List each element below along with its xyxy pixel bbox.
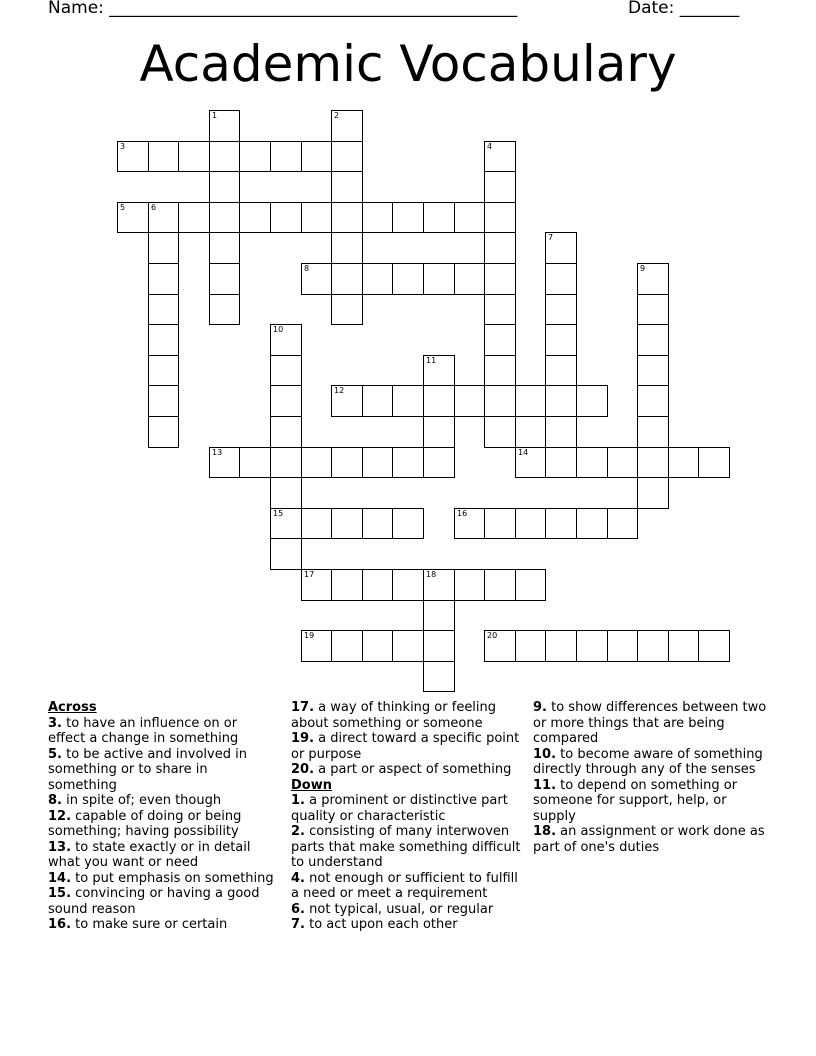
grid-cell[interactable]	[515, 569, 546, 601]
clue-across-5: 5. to be active and involved in something or to share in something	[48, 746, 247, 793]
clue-across-3: 3. to have an influence on or effect a change in something	[48, 715, 239, 746]
grid-cell[interactable]	[301, 630, 332, 662]
grid-cell[interactable]	[362, 630, 393, 662]
clue-across-15: 15. convincing or having a good sound reason	[48, 886, 260, 917]
grid-cell[interactable]	[392, 385, 424, 417]
grid-cell[interactable]	[484, 202, 516, 233]
grid-cell[interactable]	[239, 202, 271, 233]
grid-cell[interactable]	[331, 263, 363, 295]
grid-cell[interactable]	[209, 232, 240, 264]
grid-cell[interactable]	[484, 232, 516, 264]
grid-cell[interactable]	[484, 355, 516, 386]
grid-cell[interactable]	[545, 385, 577, 417]
clue-across-13: 13. to state exactly or in detail what you want or need	[48, 839, 251, 870]
clue-down-10: 10. to become aware of something directly through any of the senses	[533, 746, 763, 777]
clue-number: 9	[640, 264, 646, 273]
grid-cell[interactable]	[484, 416, 516, 448]
grid-cell[interactable]	[209, 263, 240, 295]
grid-cell[interactable]	[484, 630, 516, 662]
grid-cell[interactable]	[545, 294, 577, 325]
grid-cell[interactable]	[515, 508, 546, 539]
grid-cell[interactable]	[545, 508, 577, 539]
grid-cell[interactable]	[423, 630, 455, 662]
down-heading: Down	[291, 777, 332, 793]
grid-cell[interactable]	[301, 508, 332, 539]
clue-number: 17	[304, 570, 315, 579]
grid-cell[interactable]	[148, 385, 179, 417]
grid-cell[interactable]	[423, 600, 455, 631]
clue-across-19: 19. a direct toward a specific point or purpose	[291, 731, 520, 762]
grid-cell[interactable]	[423, 263, 455, 295]
grid-cell[interactable]	[178, 202, 210, 233]
clues-column-3	[533, 700, 771, 855]
grid-cell[interactable]	[454, 569, 485, 601]
clue-across-20: 20. a part or aspect of something	[291, 762, 512, 777]
grid-cell[interactable]	[423, 661, 455, 692]
grid-cell[interactable]	[454, 202, 485, 233]
grid-cell[interactable]	[331, 447, 363, 478]
clue-across-17: 17. a way of thinking or feeling about something or someone	[291, 700, 497, 731]
grid-cell[interactable]	[209, 110, 240, 142]
grid-cell[interactable]	[484, 171, 516, 203]
clue-down-18: 18. an assignment or work done as part of one's duties	[533, 824, 765, 855]
grid-cell[interactable]	[331, 630, 363, 662]
grid-cell[interactable]	[331, 171, 363, 203]
grid-cell[interactable]	[637, 477, 669, 509]
grid-cell[interactable]	[148, 355, 179, 386]
grid-cell[interactable]	[331, 232, 363, 264]
grid-cell[interactable]	[637, 294, 669, 325]
grid-cell[interactable]	[484, 263, 516, 295]
grid-cell[interactable]	[270, 324, 302, 356]
grid-cell[interactable]	[515, 447, 546, 478]
grid-cell[interactable]	[178, 141, 210, 172]
across-heading: Across	[48, 700, 97, 715]
grid-cell[interactable]	[270, 447, 302, 478]
grid-cell[interactable]	[484, 294, 516, 325]
grid-cell[interactable]	[301, 569, 332, 601]
grid-cell[interactable]	[117, 202, 149, 233]
grid-cell[interactable]	[637, 355, 669, 386]
grid-cell[interactable]	[637, 263, 669, 295]
grid-cell[interactable]	[423, 416, 455, 448]
grid-cell[interactable]	[637, 385, 669, 417]
clue-across-16: 16. to make sure or certain	[48, 917, 228, 932]
grid-cell[interactable]	[362, 447, 393, 478]
clue-across-14: 14. to put emphasis on something	[48, 870, 274, 886]
grid-cell[interactable]	[637, 630, 669, 662]
grid-cell[interactable]	[239, 447, 271, 478]
grid-cell[interactable]	[423, 569, 455, 601]
grid-cell[interactable]	[515, 385, 546, 417]
grid-cell[interactable]	[270, 202, 302, 233]
grid-cell[interactable]	[148, 324, 179, 356]
clue-down-2: 2. consisting of many interwoven parts that make something difficult to understand	[291, 824, 521, 870]
grid-cell[interactable]	[239, 141, 271, 172]
clue-number: 11	[426, 356, 437, 365]
grid-cell[interactable]	[270, 477, 302, 509]
grid-cell[interactable]	[270, 508, 302, 539]
grid-cell[interactable]	[545, 447, 577, 478]
grid-cell[interactable]	[148, 294, 179, 325]
clue-number: 19	[304, 631, 315, 640]
grid-cell[interactable]	[148, 263, 179, 295]
name-field-label: Name: ________________________________________________	[48, 0, 518, 18]
grid-cell[interactable]	[392, 447, 424, 478]
grid-cell[interactable]	[484, 508, 516, 539]
clues-column-1	[48, 700, 276, 933]
grid-cell[interactable]	[668, 630, 699, 662]
clue-number: 8	[304, 264, 310, 273]
grid-cell[interactable]	[301, 447, 332, 478]
clue-number: 18	[426, 570, 437, 579]
grid-cell[interactable]	[392, 202, 424, 233]
grid-cell[interactable]	[454, 508, 485, 539]
grid-cell[interactable]	[209, 447, 240, 478]
grid-cell[interactable]	[545, 232, 577, 264]
grid-cell[interactable]	[362, 202, 393, 233]
grid-cell[interactable]	[362, 508, 393, 539]
clue-number: 15	[273, 509, 284, 518]
grid-cell[interactable]	[392, 569, 424, 601]
grid-cell[interactable]	[362, 569, 393, 601]
clue-down-1: 1. a prominent or distinctive part quality or characteristic	[291, 793, 508, 824]
clue-down-6: 6. not typical, usual, or regular	[291, 901, 494, 917]
clue-number: 6	[151, 203, 157, 212]
grid-cell[interactable]	[148, 416, 179, 448]
grid-cell[interactable]	[637, 324, 669, 356]
grid-cell[interactable]	[576, 630, 608, 662]
clue-number: 4	[487, 142, 493, 151]
grid-cell[interactable]	[331, 202, 363, 233]
grid-cell[interactable]	[698, 447, 730, 478]
clue-number: 14	[518, 448, 529, 457]
grid-cell[interactable]	[331, 294, 363, 325]
clues-column-2	[291, 700, 523, 933]
grid-cell[interactable]	[423, 355, 455, 386]
grid-cell[interactable]	[423, 202, 455, 233]
clue-number: 7	[548, 233, 554, 242]
grid-cell[interactable]	[423, 385, 455, 417]
grid-cell[interactable]	[545, 630, 577, 662]
grid-cell[interactable]	[301, 141, 332, 172]
clue-across-8: 8. in spite of; even though	[48, 793, 222, 808]
clue-down-11: 11. to depend on something or someone for support, help, or supply	[533, 777, 738, 824]
grid-cell[interactable]	[209, 202, 240, 233]
clue-across-12: 12. capable of doing or being something; having possibility	[48, 808, 242, 839]
clue-number: 13	[212, 448, 223, 457]
grid-cell[interactable]	[698, 630, 730, 662]
grid-cell[interactable]	[331, 508, 363, 539]
grid-cell[interactable]	[484, 141, 516, 172]
clue-number: 12	[334, 386, 345, 395]
clue-number: 1	[212, 111, 218, 120]
grid-cell[interactable]	[209, 141, 240, 172]
grid-cell[interactable]	[545, 324, 577, 356]
grid-cell[interactable]	[545, 416, 577, 448]
grid-cell[interactable]	[362, 263, 393, 295]
grid-cell[interactable]	[209, 294, 240, 325]
grid-cell[interactable]	[148, 141, 179, 172]
clue-number: 5	[120, 203, 126, 212]
grid-cell[interactable]	[515, 630, 546, 662]
grid-cell[interactable]	[301, 263, 332, 295]
grid-cell[interactable]	[545, 263, 577, 295]
grid-cell[interactable]	[637, 416, 669, 448]
grid-cell[interactable]	[148, 232, 179, 264]
clue-number: 3	[120, 142, 126, 151]
grid-cell[interactable]	[270, 416, 302, 448]
grid-cell[interactable]	[270, 355, 302, 386]
grid-cell[interactable]	[331, 110, 363, 142]
clue-number: 10	[273, 325, 284, 334]
grid-cell[interactable]	[331, 141, 363, 172]
grid-cell[interactable]	[209, 171, 240, 203]
clue-number: 2	[334, 111, 340, 120]
grid-cell[interactable]	[637, 447, 669, 478]
date-field-label: Date: _______	[628, 0, 740, 18]
grid-cell[interactable]	[607, 508, 638, 539]
grid-cell[interactable]	[392, 508, 424, 539]
grid-cell[interactable]	[270, 141, 302, 172]
grid-cell[interactable]	[270, 538, 302, 570]
grid-cell[interactable]	[454, 385, 485, 417]
grid-cell[interactable]	[301, 202, 332, 233]
grid-cell[interactable]	[484, 569, 516, 601]
grid-cell[interactable]	[576, 385, 608, 417]
grid-cell[interactable]	[668, 447, 699, 478]
clue-number: 16	[457, 509, 468, 518]
clue-number: 20	[487, 631, 498, 640]
grid-cell[interactable]	[392, 630, 424, 662]
grid-cell[interactable]	[270, 385, 302, 417]
grid-cell[interactable]	[392, 263, 424, 295]
clue-down-9: 9. to show differences between two or more things that are being compared	[533, 700, 767, 746]
grid-cell[interactable]	[331, 385, 363, 417]
grid-cell[interactable]	[117, 141, 149, 172]
grid-cell[interactable]	[484, 385, 516, 417]
clue-down-7: 7. to act upon each other	[291, 917, 458, 932]
clue-down-4: 4. not enough or sufficient to fulfill a need or meet a requirement	[291, 870, 518, 901]
grid-cell[interactable]	[362, 385, 393, 417]
grid-cell[interactable]	[576, 447, 608, 478]
grid-cell[interactable]	[454, 263, 485, 295]
grid-cell[interactable]	[607, 447, 638, 478]
grid-cell[interactable]	[576, 508, 608, 539]
grid-cell[interactable]	[607, 630, 638, 662]
grid-cell[interactable]	[545, 355, 577, 386]
grid-cell[interactable]	[148, 202, 179, 233]
grid-cell[interactable]	[423, 447, 455, 478]
grid-cell[interactable]	[484, 324, 516, 356]
grid-cell[interactable]	[331, 569, 363, 601]
page-title: Academic Vocabulary	[139, 35, 677, 93]
